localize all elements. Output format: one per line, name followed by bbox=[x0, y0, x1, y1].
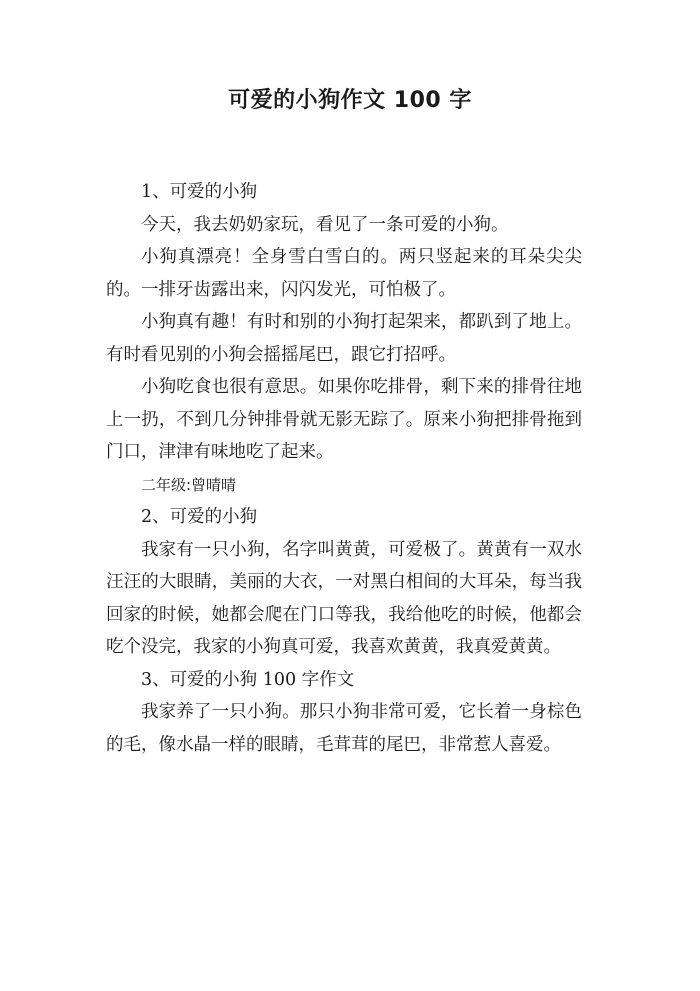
document-title: 可爱的小狗作文 100 字 bbox=[228, 88, 472, 113]
section-heading-3: 3、可爱的小狗 100 字作文 bbox=[141, 669, 355, 690]
document-body bbox=[106, 176, 582, 761]
section-heading-2: 2、可爱的小狗 bbox=[141, 507, 258, 527]
paragraph: 我家有一只小狗，名字叫黄黄，可爱极了。黄黄有一双水汪汪的大眼睛，美丽的大衣，一对黑白相间的大耳朵，每当我回家的时候，她都会爬在门口等我，我给他吃的时候，他都会吃个没完，我家的小狗真可爱，我喜欢黄黄，我真爱黄黄。 bbox=[106, 539, 582, 657]
paragraph: 我家养了一只小狗。那只小狗非常可爱，它长着一身棕色的毛，像水晶一样的眼睛，毛茸茸的尾巴，非常惹人喜爱。 bbox=[106, 702, 582, 755]
paragraph: 今天，我去奶奶家玩，看见了一条可爱的小狗。 bbox=[141, 214, 509, 235]
paragraph: 小狗吃食也很有意思。如果你吃排骨，剩下来的排骨往地上一扔，不到几分钟排骨就无影无踪了。原来小狗把排骨拖到门口，津津有味地吃了起来。 bbox=[106, 377, 582, 462]
author-signature: 二年级:曾晴晴 bbox=[141, 475, 237, 494]
section-heading-1: 1、可爱的小狗 bbox=[141, 182, 258, 202]
paragraph: 小狗真漂亮！全身雪白雪白的。两只竖起来的耳朵尖尖的。一排牙齿露出来，闪闪发光，可怕极了。 bbox=[106, 247, 582, 300]
paragraph: 小狗真有趣！有时和别的小狗打起架来，都趴到了地上。有时看见别的小狗会摇摇尾巴，跟它打招呼。 bbox=[106, 312, 582, 365]
